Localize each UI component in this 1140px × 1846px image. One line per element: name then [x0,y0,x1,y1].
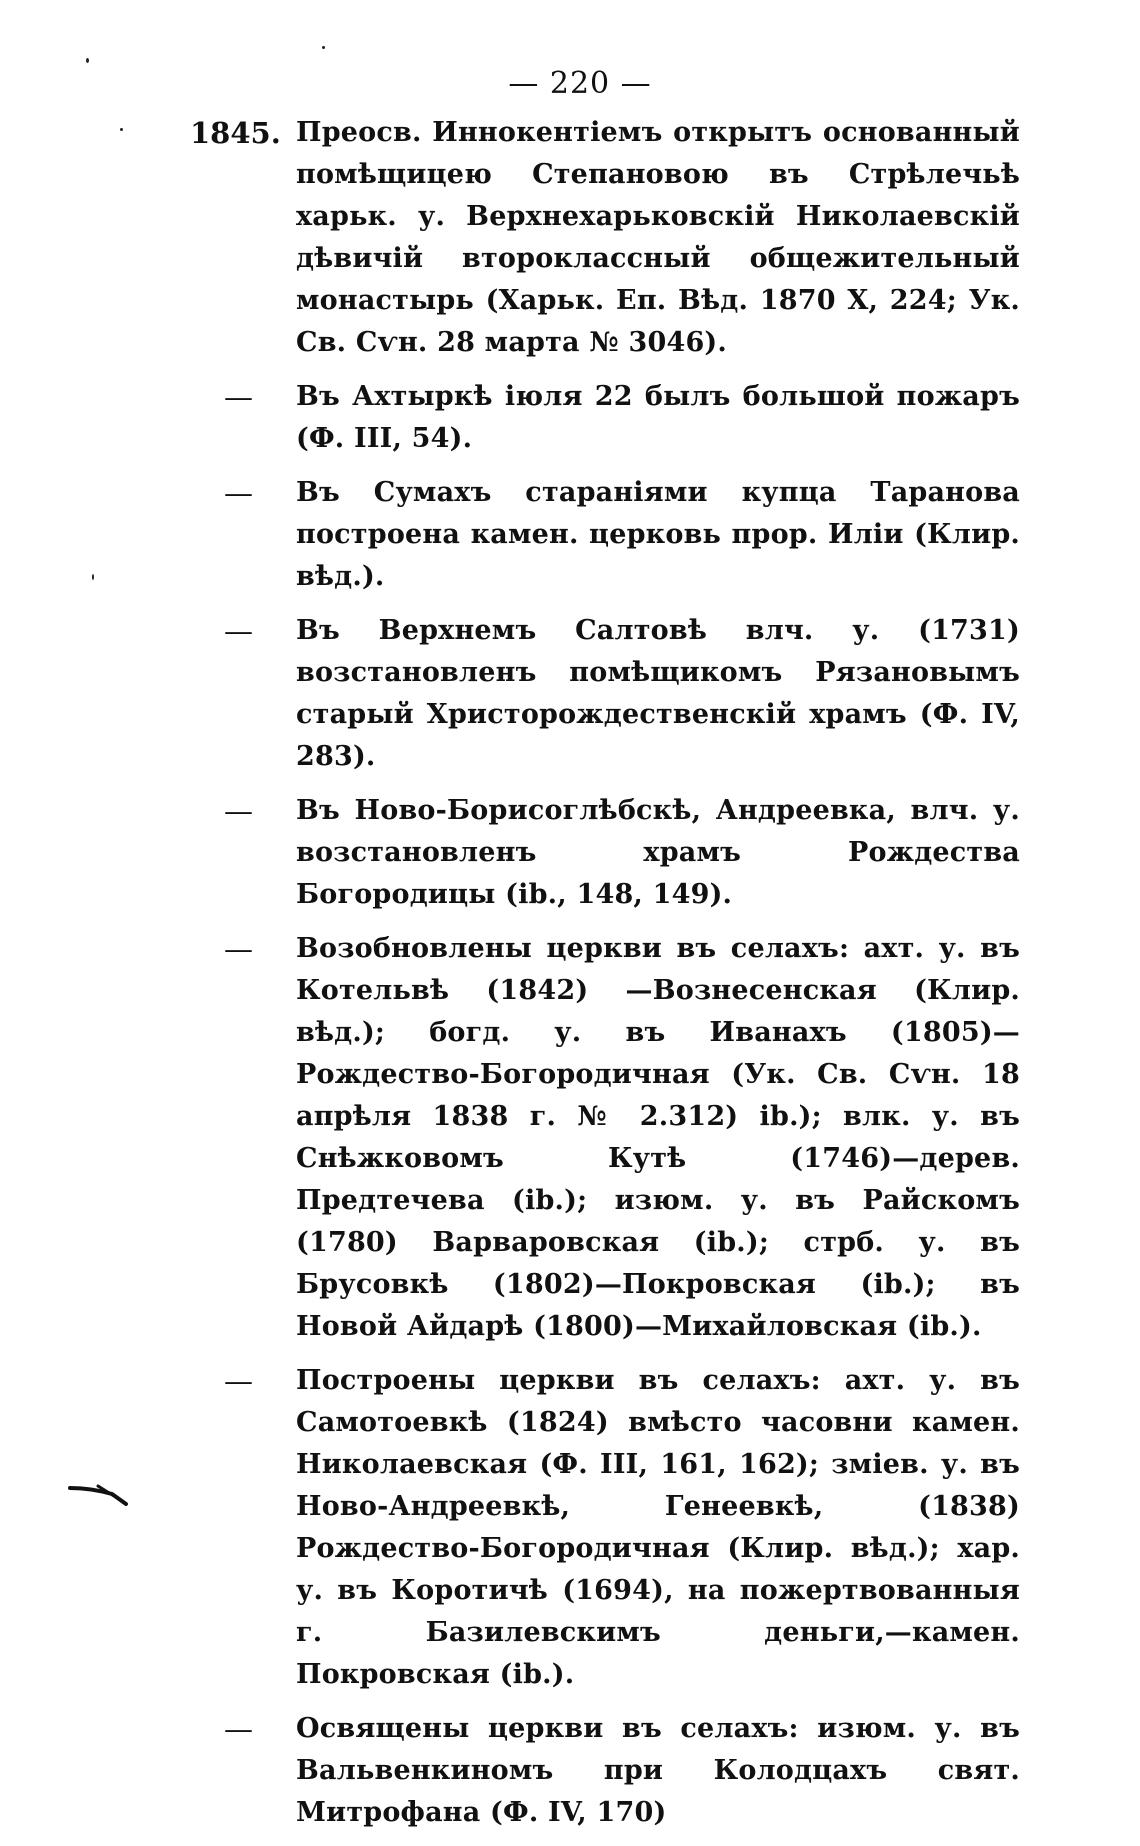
entry-text: Возобновлены церкви въ селахъ: ахт. у. въ Котельвѣ (1842) —Вознесенская (Клир. вѣд.); богд. у. въ Иванахъ (1805)—Рождество-Богородичная (Ук. Св. Сѵн. 18 апрѣля 1838 г. № 2.312) ib.); влк. у. въ Снѣжковомъ Кутѣ (1746)—дерев. Предтечева (ib.); изюм. у. въ Райскомъ (1780) Варваровская (ib.); стрб. у. въ Брусовкѣ (1802)—Покровская (ib.); въ Новой Айдарѣ (1800)—Михайловская (ib.). [296,933,1020,1342]
chronicle-entry [0,472,1140,598]
entry-dash: — [224,614,253,648]
chronicle-entry [0,790,1140,916]
entry-dash: — [224,794,253,828]
page-number: — 220 — [508,66,652,101]
entry-text: Освящены церкви въ селахъ: изюм. у. въ Вальвенкиномъ при Колодцахъ свят. Митрофана (Ф. IV, 170) [296,1713,1020,1828]
chronicle-entry [0,610,1140,778]
entry-dash: — [224,476,253,510]
scan-scratch-mark [68,1478,130,1506]
entry-text: Преосв. Иннокентіемъ открытъ основанный помѣщицею Степановою въ Стрѣлечьѣ харьк. у. Верхнехарьковскій Николаевскій дѣвичій второклассный общежительный монастырь (Харьк. Еп. Вѣд. 1870 X, 224; Ук. Св. Сѵн. 28 марта № 3046). [296,117,1020,358]
entry-dash: — [224,1364,253,1398]
chronicle-entry [0,928,1140,1348]
entry-text: Въ Верхнемъ Салтовѣ влч. у. (1731) возстановленъ помѣщикомъ Рязановымъ старый Христорождественскій храмъ (Ф. IV, 283). [296,615,1020,772]
entry-text: Въ Сумахъ стараніями купца Таранова построена камен. церковь прор. Иліи (Клир. вѣд.). [296,477,1020,592]
entry-text: Въ Ахтыркѣ іюля 22 былъ большой пожаръ (Ф. III, 54). [296,381,1020,454]
scan-speck [86,58,89,63]
scan-speck [92,574,94,580]
chronicle-entry [0,112,1140,364]
scan-speck [322,46,325,49]
entry-text: Построены церкви въ селахъ: ахт. у. въ Самотоевкѣ (1824) вмѣсто часовни камен. Николаевская (Ф. III, 161, 162); зміев. у. въ Ново-Андреевкѣ, Генеевкѣ, (1838) Рождество-Богородичная (Клир. вѣд.); хар. у. въ Коротичѣ (1694), на пожертвованныя г. Базилевскимъ деньги,—камен. Покровская (ib.). [296,1365,1020,1690]
chronicle-entry [0,376,1140,460]
chronicle-entry [0,1360,1140,1696]
entry-dash: — [224,1712,253,1746]
entry-text: Въ Ново-Борисоглѣбскѣ, Андреевка, влч. у. возстановленъ храмъ Рождества Богородицы (ib., 148, 149). [296,795,1020,910]
entry-dash: — [224,932,253,966]
entry-dash: — [224,380,253,414]
entry-year: 1845. [190,116,281,150]
scan-speck [120,128,123,131]
chronicle-entries [0,112,1140,1846]
chronicle-entry [0,1708,1140,1834]
